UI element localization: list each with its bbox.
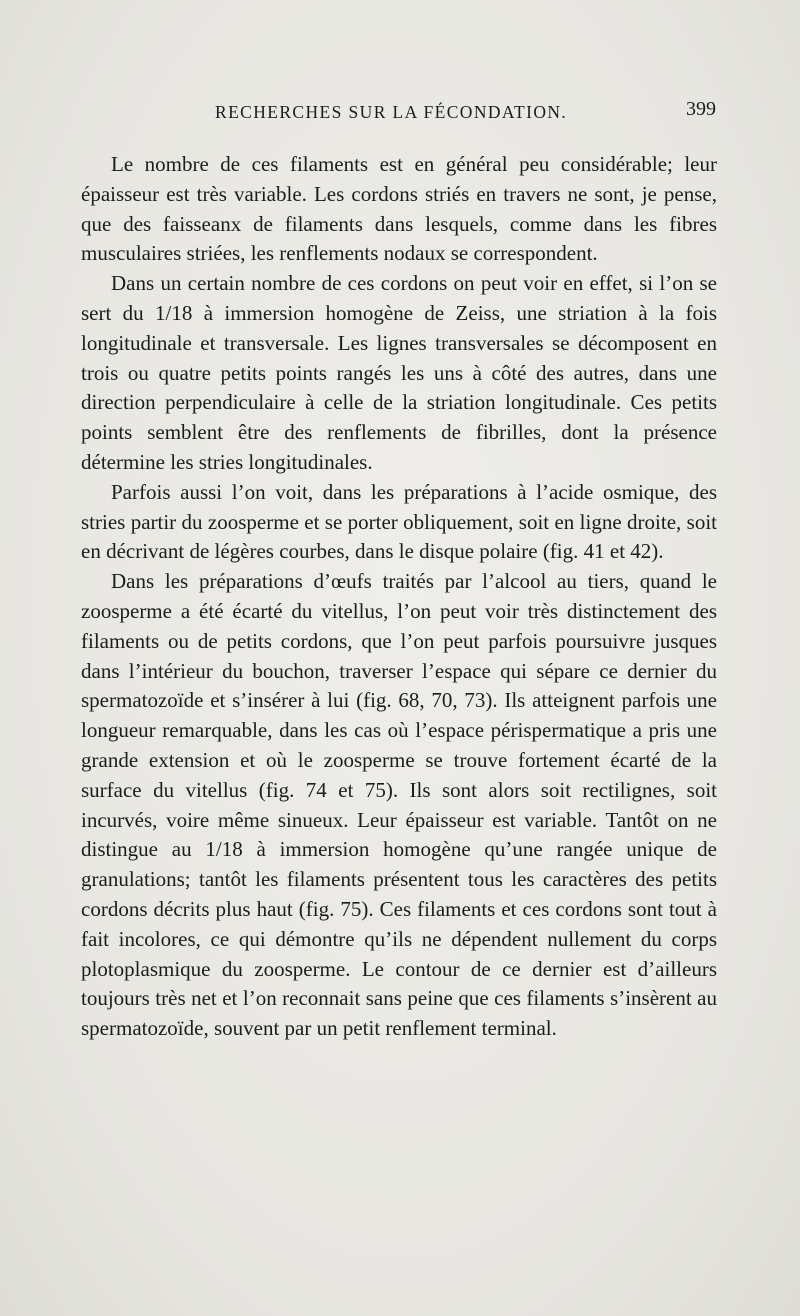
paragraph-1: Le nombre de ces filaments est en général peu considérable; leur épaisseur est très variable. Les cordons striés en travers ne sont, je pense, que des faisseanx de filaments dans lesquels, comme dans les fibres musculaires striées, les renflements nodaux se correspondent. [81,152,717,266]
paragraph-3: Parfois aussi l’on voit, dans les préparations à l’acide osmique, des stries partir du zoosperme et se porter obliquement, soit en ligne droite, soit en décrivant de légères courbes, dans le disque polaire (fig. 41 et 42). [81,479,717,564]
page-header [80,98,720,128]
running-title: RECHERCHES SUR LA FÉCONDATION. [215,102,568,122]
page-number: 399 [686,98,716,120]
paragraph-4: Dans les préparations d’œufs traités par l’alcool au tiers, quand le zoosperme a été écarté du vitellus, l’on peut voir très distinctement des filaments ou de petits cordons, que l’on peut parfois poursuivre jusques dans l’intérieur du bouchon, traverser l’espace qui sépare ce dernier du spermatozoïde et s’insérer à lui (fig. 68, 70, 73). Ils atteignent parfois une longueur remarquable, dans les cas où l’espace périspermatique a pris une grande extension et où le zoosperme se trouve fortement écarté de la surface du vitellus (fig. 74 et 75). Ils sont alors soit rectilignes, soit incurvés, voire même sinueux. Leur épaisseur est variable. Tantôt on ne distingue au 1/18 à immersion homogène qu’une rangée unique de granulations; tantôt les filaments présentent tous les caractères des petits cordons décrits plus haut (fig. 75). Ces filaments et ces cordons sont tout à fait incolores, ce qui démontre qu’ils ne dépendent nullement du corps plotoplasmique du zoosperme. Le contour de ce dernier est d’ailleurs toujours très net et l’on reconnait sans peine que ces filaments s’insèrent au spermatozoïde, souvent par un petit renflement terminal. [81,569,717,1041]
body-text [81,150,717,1044]
paragraph-2: Dans un certain nombre de ces cordons on peut voir en effet, si l’on se sert du 1/18 à immersion homogène de Zeiss, une striation à la fois longitudinale et transversale. Les lignes transversales se décomposent en trois ou quatre petits points rangés les uns à côté des autres, dans une direction perpendiculaire à celle de la striation longitudinale. Ces petits points semblent être des renflements de fibrilles, dont la présence détermine les stries longitudinales. [81,271,717,474]
